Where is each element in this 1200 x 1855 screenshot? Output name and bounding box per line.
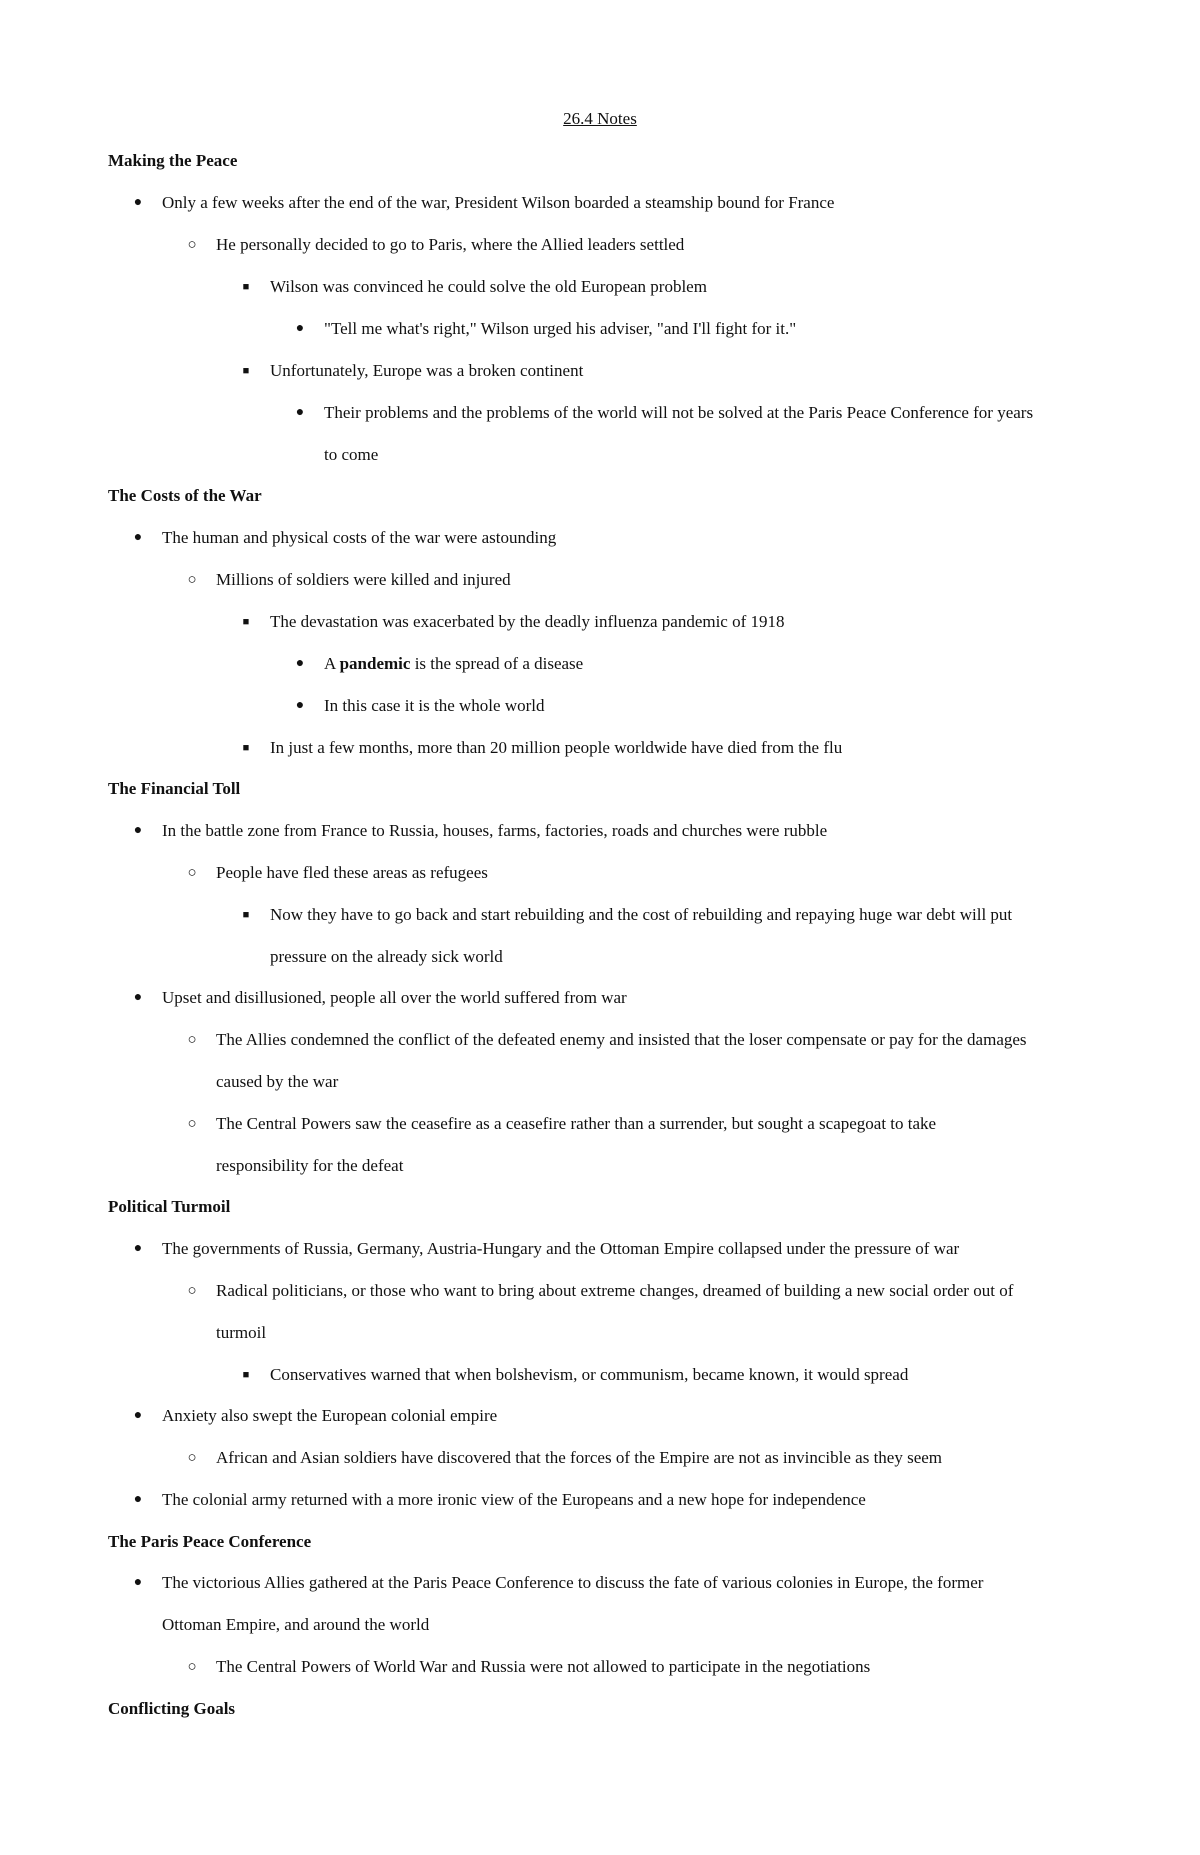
bullet-text: In the battle zone from France to Russia, houses, farms, factories, roads and churches were rubble: [162, 821, 828, 840]
bullet-text-continuation: turmoil: [216, 1323, 267, 1342]
bullet-circle-icon: ○: [187, 1116, 197, 1132]
bullet-text: In this case it is the whole world: [324, 696, 545, 715]
section-heading-paris: The Paris Peace Conference: [108, 1532, 312, 1551]
bullet-disc-icon: ●: [133, 1492, 143, 1507]
bullet-text: He personally decided to go to Paris, where the Allied leaders settled: [216, 235, 685, 254]
bullet-text: The Central Powers saw the ceasefire as a ceasefire rather than a surrender, but sought a scapegoat to take: [216, 1114, 937, 1133]
page-title: 26.4 Notes: [563, 109, 637, 128]
bullet-text: The devastation was exacerbated by the deadly influenza pandemic of 1918: [270, 612, 785, 631]
bullet-disc-icon: ●: [133, 1575, 143, 1590]
bullet-disc-icon: ●: [133, 1241, 143, 1256]
bullet-disc-icon: ●: [133, 195, 143, 210]
section-heading-costs: The Costs of the War: [108, 486, 262, 505]
bullet-text: Millions of soldiers were killed and injured: [216, 570, 511, 589]
bullet-circle-icon: ○: [187, 572, 197, 588]
bullet-text: Unfortunately, Europe was a broken continent: [270, 361, 584, 380]
bullet-disc-icon: ●: [295, 698, 305, 713]
bullet-text: Only a few weeks after the end of the war, President Wilson boarded a steamship bound for France: [162, 193, 835, 212]
bullet-text: Anxiety also swept the European colonial empire: [162, 1406, 498, 1425]
bullet-disc-icon: ●: [295, 656, 305, 671]
bullet-disc-icon: ●: [295, 405, 305, 420]
bullet-text: Now they have to go back and start rebuilding and the cost of rebuilding and repaying huge war debt will put: [270, 905, 1013, 924]
section-heading-financial: The Financial Toll: [108, 779, 241, 798]
bullet-square-icon: ■: [242, 281, 250, 293]
bullet-circle-icon: ○: [187, 1659, 197, 1675]
bullet-circle-icon: ○: [187, 237, 197, 253]
bullet-text: The governments of Russia, Germany, Austria-Hungary and the Ottoman Empire collapsed under the pressure of war: [162, 1239, 960, 1258]
bullet-disc-icon: ●: [133, 990, 143, 1005]
text-run: is the spread of a disease: [410, 654, 584, 673]
bullet-text: The Central Powers of World War and Russia were not allowed to participate in the negotiations: [216, 1657, 871, 1676]
bullet-text-continuation: pressure on the already sick world: [270, 947, 503, 966]
section-heading-making-peace: Making the Peace: [108, 151, 238, 170]
bullet-text: Upset and disillusioned, people all over the world suffered from war: [162, 988, 627, 1007]
bullet-text-continuation: responsibility for the defeat: [216, 1156, 404, 1175]
bullet-text: "Tell me what's right," Wilson urged his adviser, "and I'll fight for it.": [324, 319, 797, 338]
bullet-text: The Allies condemned the conflict of the defeated enemy and insisted that the loser compensate or pay for the damages: [216, 1030, 1027, 1049]
bullet-circle-icon: ○: [187, 1450, 197, 1466]
bullet-circle-icon: ○: [187, 1283, 197, 1299]
bullet-text: People have fled these areas as refugees: [216, 863, 488, 882]
bullet-disc-icon: ●: [133, 1408, 143, 1423]
bullet-circle-icon: ○: [187, 1032, 197, 1048]
bullet-text: African and Asian soldiers have discovered that the forces of the Empire are not as invincible as they seem: [216, 1448, 943, 1467]
bullet-square-icon: ■: [242, 1369, 250, 1381]
bullet-text-continuation: caused by the war: [216, 1072, 339, 1091]
bullet-text-continuation: Ottoman Empire, and around the world: [162, 1615, 430, 1634]
bullet-text-continuation: to come: [324, 445, 379, 464]
bullet-circle-icon: ○: [187, 865, 197, 881]
bullet-text: [324, 653, 583, 675]
bullet-square-icon: ■: [242, 365, 250, 377]
bullet-disc-icon: ●: [133, 530, 143, 545]
term-pandemic: pandemic: [339, 654, 411, 673]
bullet-text: Conservatives warned that when bolshevism, or communism, became known, it would spread: [270, 1365, 909, 1384]
bullet-square-icon: ■: [242, 616, 250, 628]
bullet-disc-icon: ●: [133, 823, 143, 838]
bullet-text: The colonial army returned with a more ironic view of the Europeans and a new hope for independence: [162, 1490, 866, 1509]
bullet-square-icon: ■: [242, 909, 250, 921]
bullet-text: Wilson was convinced he could solve the old European problem: [270, 277, 707, 296]
bullet-text: In just a few months, more than 20 million people worldwide have died from the flu: [270, 738, 843, 757]
bullet-text: Their problems and the problems of the world will not be solved at the Paris Peace Conference for years: [324, 403, 1034, 422]
section-heading-conflicting: Conflicting Goals: [108, 1699, 236, 1718]
bullet-text: Radical politicians, or those who want to bring about extreme changes, dreamed of building a new social order out of: [216, 1281, 1014, 1300]
bullet-square-icon: ■: [242, 742, 250, 754]
section-heading-political: Political Turmoil: [108, 1197, 231, 1216]
bullet-text: The human and physical costs of the war were astounding: [162, 528, 557, 547]
bullet-text: The victorious Allies gathered at the Paris Peace Conference to discuss the fate of various colonies in Europe, the former: [162, 1573, 984, 1592]
text-run: A: [324, 654, 340, 673]
bullet-disc-icon: ●: [295, 321, 305, 336]
